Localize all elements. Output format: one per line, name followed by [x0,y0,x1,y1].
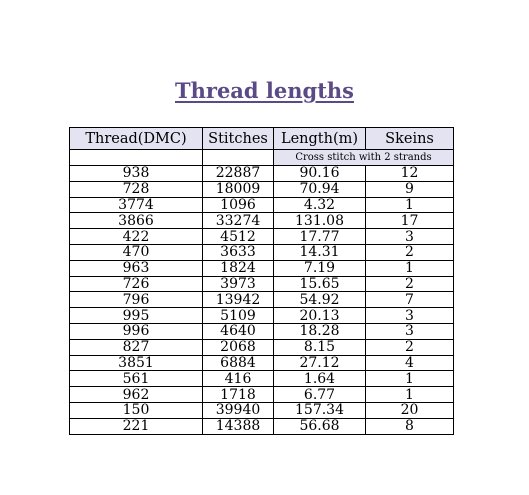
table-row [70,260,454,276]
cell-stitches: 39940 [203,402,274,418]
cell-skeins: 2 [366,276,454,292]
header-length: Length(m) [274,128,366,150]
table-row [70,402,454,418]
header-skeins: Skeins [366,128,454,150]
cell-length: 18.28 [274,323,366,339]
subheader-row [70,150,454,166]
table-header [70,128,454,150]
table-row [70,308,454,324]
cell-length: 56.68 [274,418,366,434]
cell-skeins: 1 [366,371,454,387]
table-row [70,276,454,292]
cell-thread: 561 [70,371,203,387]
table-row [70,229,454,245]
cell-thread: 938 [70,166,203,182]
table-row [70,181,454,197]
cell-stitches: 3633 [203,244,274,260]
cell-skeins: 2 [366,339,454,355]
cell-stitches: 1096 [203,197,274,213]
table-row [70,166,454,182]
cell-thread: 470 [70,244,203,260]
cell-length: 131.08 [274,213,366,229]
cell-length: 1.64 [274,371,366,387]
cell-stitches: 1718 [203,387,274,403]
cell-skeins: 7 [366,292,454,308]
cell-thread: 3774 [70,197,203,213]
cell-skeins: 1 [366,387,454,403]
subheader-empty-cell [70,150,203,166]
cell-thread: 3851 [70,355,203,371]
cell-thread: 962 [70,387,203,403]
cell-stitches: 18009 [203,181,274,197]
table-row [70,355,454,371]
cell-stitches: 4512 [203,229,274,245]
cell-stitches: 6884 [203,355,274,371]
cell-thread: 963 [70,260,203,276]
subheader-empty-cell [203,150,274,166]
cell-stitches: 33274 [203,213,274,229]
cell-length: 7.19 [274,260,366,276]
header-row [70,128,454,150]
cell-stitches: 4640 [203,323,274,339]
table-row [70,197,454,213]
cell-thread: 995 [70,308,203,324]
cell-length: 157.34 [274,402,366,418]
cell-thread: 150 [70,402,203,418]
cell-skeins: 4 [366,355,454,371]
cell-length: 4.32 [274,197,366,213]
cell-length: 8.15 [274,339,366,355]
cell-skeins: 12 [366,166,454,182]
page-title [0,78,529,103]
cell-length: 14.31 [274,244,366,260]
cell-length: 27.12 [274,355,366,371]
cell-length: 15.65 [274,276,366,292]
cell-stitches: 1824 [203,260,274,276]
cell-thread: 728 [70,181,203,197]
cell-skeins: 9 [366,181,454,197]
table-row [70,244,454,260]
table-row [70,418,454,434]
table-body [70,150,454,435]
cell-stitches: 22887 [203,166,274,182]
cell-skeins: 2 [366,244,454,260]
cell-thread: 422 [70,229,203,245]
cell-stitches: 5109 [203,308,274,324]
cell-skeins: 1 [366,197,454,213]
cell-skeins: 3 [366,229,454,245]
cell-skeins: 17 [366,213,454,229]
cell-stitches: 2068 [203,339,274,355]
header-thread: Thread(DMC) [70,128,203,150]
cell-stitches: 3973 [203,276,274,292]
cell-stitches: 13942 [203,292,274,308]
cell-length: 90.16 [274,166,366,182]
cell-thread: 3866 [70,213,203,229]
cell-length: 70.94 [274,181,366,197]
cell-length: 54.92 [274,292,366,308]
cell-thread: 726 [70,276,203,292]
cell-length: 6.77 [274,387,366,403]
table-row [70,213,454,229]
cell-skeins: 3 [366,323,454,339]
table-row [70,323,454,339]
cell-length: 20.13 [274,308,366,324]
cell-skeins: 8 [366,418,454,434]
cell-thread: 827 [70,339,203,355]
cell-thread: 221 [70,418,203,434]
cell-length: 17.77 [274,229,366,245]
cell-stitches: 14388 [203,418,274,434]
cell-skeins: 3 [366,308,454,324]
cell-skeins: 1 [366,260,454,276]
page-title-text: Thread lengths [174,78,354,103]
table-row [70,371,454,387]
subheader-note: Cross stitch with 2 strands [274,150,454,166]
cell-thread: 996 [70,323,203,339]
thread-table [69,127,454,435]
table-row [70,339,454,355]
table-row [70,292,454,308]
cell-skeins: 20 [366,402,454,418]
cell-stitches: 416 [203,371,274,387]
table-row [70,387,454,403]
header-stitches: Stitches [203,128,274,150]
cell-thread: 796 [70,292,203,308]
